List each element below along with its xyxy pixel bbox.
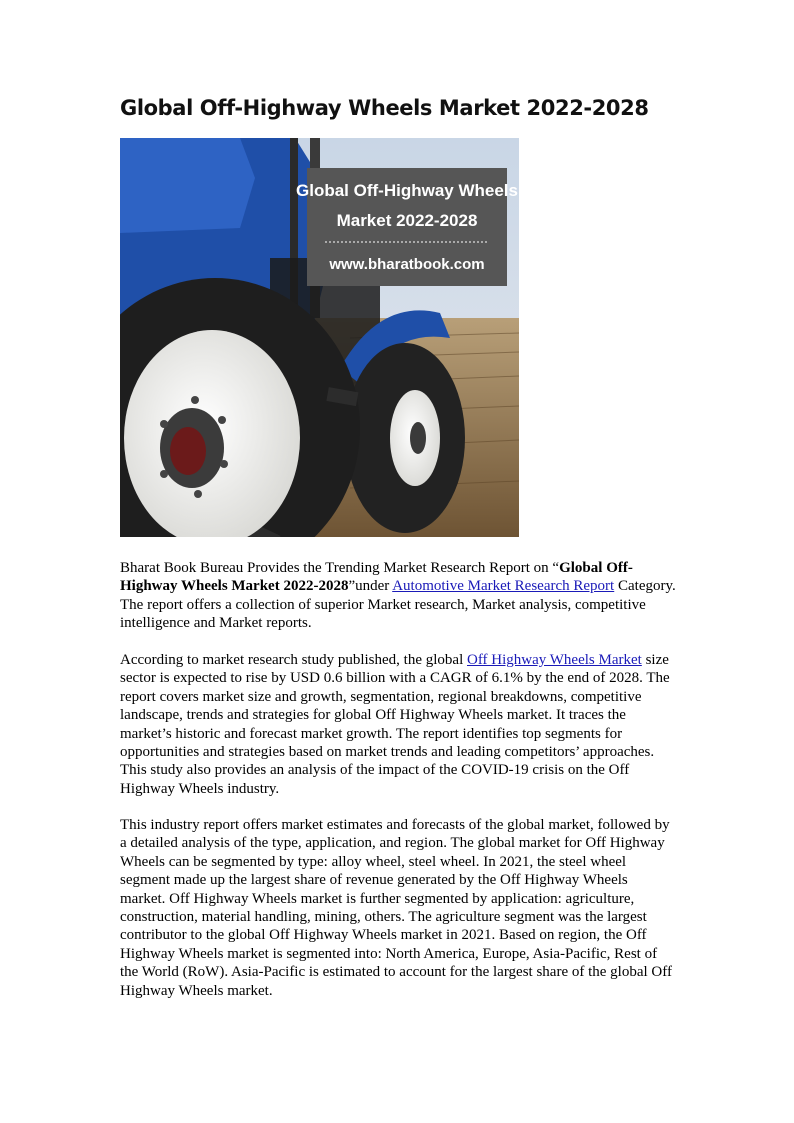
intro-paragraph (120, 559, 676, 633)
intro-rest-text: Category. The report offers a collection of superior Market research, Market analysis, competitive intelligence and Market reports. (120, 578, 676, 632)
segmentation-paragraph: This industry report offers market estimates and forecasts of the global market, followed by a detailed analysis of the type, application, and region. The global market for Off Highway Wheels can be segmented by type: alloy wheel, steel wheel. In 2021, the steel wheel segment made up the largest share of revenue generated by the Off Highway Wheels market. Off Highway Wheels market is further segmented by application: agriculture, construction, material handling, mining, others. The agriculture segment was the largest contributor to the global Off Highway Wheels market in 2021. Based on region, the Off Highway Wheels market is segmented into: North America, Europe, Asia-Pacific, Rest of the World (RoW). Asia-Pacific is estimated to account for the largest share of the global Off Highway Wheels market. (120, 817, 672, 999)
market-study-paragraph (120, 651, 676, 798)
banner-url: www.bharatbook.com (329, 256, 485, 273)
page-title: Global Off-Highway Wheels Market 2022-2028 (120, 96, 649, 120)
report-name: Global Off-Highway Wheels Market 2022-2028 (120, 560, 633, 595)
hero-image (120, 138, 519, 537)
market-intro-text: According to market research study published, the global (120, 652, 467, 668)
intro-text: Bharat Book Bureau Provides the Trending Market Research Report on “ (120, 560, 560, 576)
category-link[interactable]: Automotive Market Research Report (392, 578, 615, 595)
banner-line2: Market 2022-2028 (336, 211, 478, 230)
market-rest-text: size sector is expected to rise by USD 0.6 billion with a CAGR of 6.1% by the end of 2028. The report covers market size and growth, segmentation, regional breakdowns, competitive landscape, trends and strategies for global Off Highway Wheels market. It traces the market’s historic and forecast market growth. The report identifies top segments for opportunities and strategies based on market trends and leading competitors’ approaches. This study also provides an analysis of the impact of the COVID-19 crisis on the Off Highway Wheels industry. (120, 652, 670, 797)
under-text: ”under (348, 578, 393, 595)
banner-line1: Global Off-Highway Wheels (296, 181, 518, 200)
market-link[interactable]: Off Highway Wheels Market (467, 652, 642, 668)
